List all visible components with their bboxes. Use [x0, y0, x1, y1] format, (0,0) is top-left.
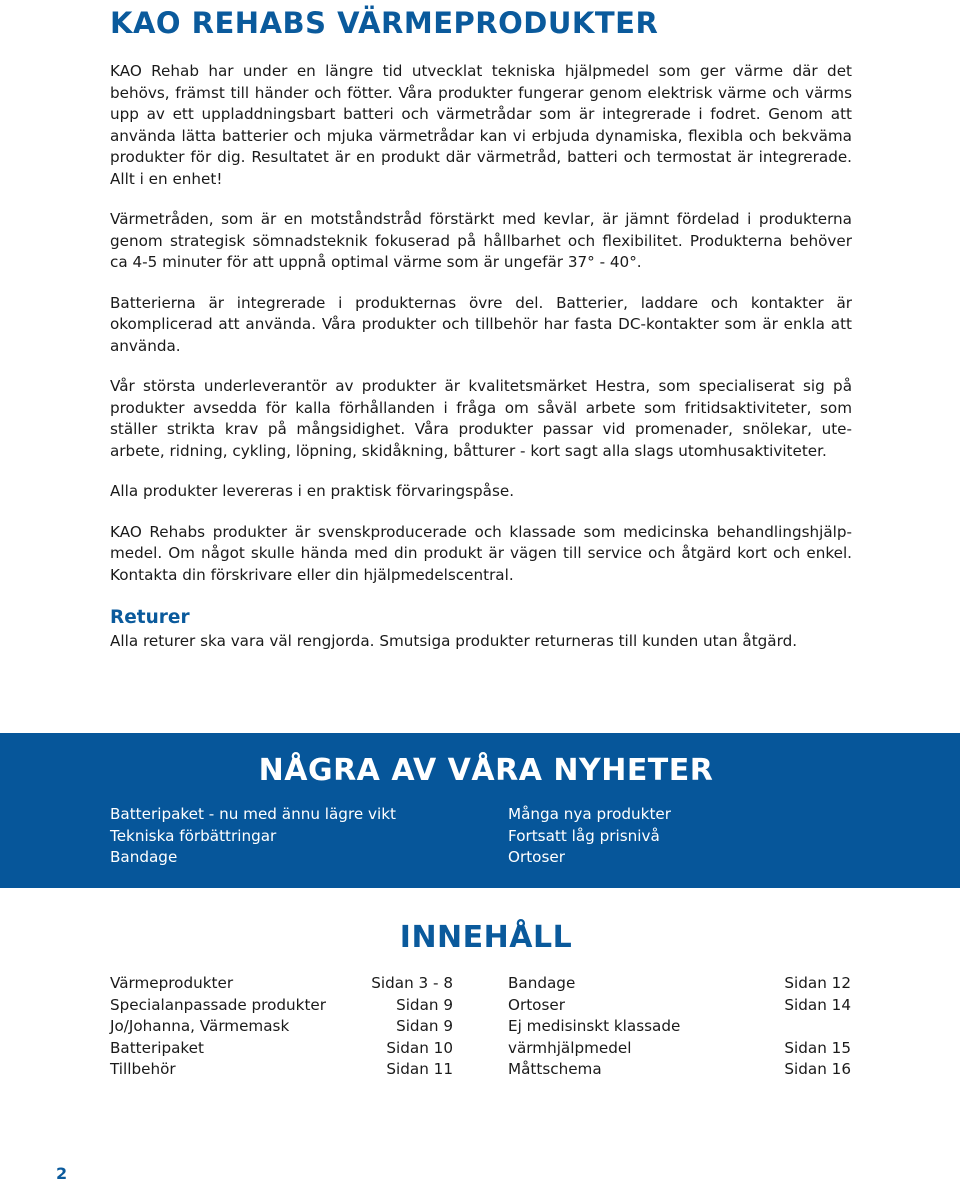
toc-entry — [508, 1059, 851, 1081]
toc-entry — [110, 1016, 453, 1038]
toc-entry-page: Sidan 12 — [784, 974, 851, 992]
page-title: KAO REHABS VÄRMEPRODUKTER — [110, 6, 659, 40]
toc-entry-page: Sidan 14 — [784, 995, 851, 1014]
toc-entry — [110, 995, 453, 1017]
toc-entry-page: Sidan 15 — [784, 1038, 851, 1057]
paragraph-medical-class: KAO Rehabs produkter är svenskproducerade och klassade som medicinska behandlingshjälp-medel. Om något skulle hända med din produkt är vägen till service och åtgärd kort och enkel. Kontakta din förskrivare eller din hjälpmedelscentral. — [110, 522, 852, 584]
toc-entry — [110, 973, 453, 995]
toc-entry-label: värmhjälpmedel — [508, 1038, 632, 1057]
toc-list-left — [110, 973, 453, 1081]
news-item: Fortsatt låg prisnivå — [508, 826, 660, 845]
toc-entry-label: Specialanpassade produkter — [110, 995, 326, 1014]
news-item: Batteripaket - nu med ännu lägre vikt — [110, 805, 396, 823]
page-number: 2 — [56, 1164, 68, 1183]
toc-entry — [110, 1059, 453, 1081]
paragraph-storage-bag: Alla produkter levereras i en praktisk förvaringspåse. — [110, 482, 515, 500]
intro-section — [110, 61, 852, 653]
toc-entry-page: Sidan 16 — [784, 1060, 851, 1078]
toc-entry-page: Sidan 10 — [386, 1038, 453, 1057]
toc-entry-label: Ej medisinskt klassade — [508, 1017, 681, 1035]
toc-entry-page: Sidan 9 — [396, 1017, 453, 1035]
returns-text: Alla returer ska vara väl rengjorda. Smutsiga produkter returneras till kunden utan åtgärd. — [110, 632, 798, 650]
news-banner — [0, 733, 960, 888]
paragraph-batteries: Batterierna är integrerade i produkternas övre del. Batterier, laddare och kontakter är okomplicerad att använda. Våra produkter och tillbehör har fasta DC-kontakter som är enkla att använda. — [110, 293, 852, 355]
news-item: Ortoser — [508, 848, 565, 866]
toc-list-right — [508, 973, 851, 1081]
paragraph-intro: KAO Rehab har under en längre tid utvecklat tekniska hjälpmedel som ger värme där det behövs, främst till händer och fötter. Våra produkter fungerar genom elektrisk värme och värms upp av ett uppladdningsbart batteri och värmetrådar som är integrerade i fodret. Genom att använda lätta batterier och mjuka värmetrådar kan vi erbjuda dynamiska, flexibla och bekväma produkter för dig. Resultatet är en produkt där värmetråd, batteri och termostat är integrerade. Allt i en enhet! — [110, 62, 852, 188]
news-list-right — [508, 804, 671, 869]
toc-entry-page: Sidan 3 - 8 — [371, 974, 453, 992]
news-list-left — [110, 804, 396, 869]
toc-entry-label: Jo/Johanna, Värmemask — [110, 1017, 290, 1035]
paragraph-heating-wire: Värmetråden, som är en motståndstråd förstärkt med kevlar, är jämnt fördelad i produkterna genom strategisk sömnadsteknik fokuserad på hållbarhet och flexibilitet. Produkterna behöver ca 4-5 minuter för att uppnå optimal värme som är ungefär 37° - 40°. — [110, 210, 852, 271]
toc-entry-label: Batteripaket — [110, 1038, 204, 1057]
news-title: NÅGRA AV VÅRA NYHETER — [258, 753, 714, 788]
toc-entry-label: Tillbehör — [110, 1060, 176, 1078]
toc-entry-page: Sidan 11 — [386, 1060, 453, 1078]
toc-entry — [110, 1038, 453, 1060]
toc-entry-label: Värmeprodukter — [110, 974, 234, 992]
paragraph-hestra: Vår största underleverantör av produkter är kvalitetsmärket Hestra, som specialiserat sig på produkter avsedda för kalla förhållanden i fråga om såväl arbete som fritidsaktiviteter, som ställer strikta krav på mångsidighet. Våra produkter passar vid promenader, snölekar, ute-arbete, ridning, cykling, löpning, skidåkning, båtturer - kort sagt alla slags utomhusaktiviteter. — [110, 377, 852, 460]
toc-title: INNEHÅLL — [399, 920, 573, 955]
toc-entry — [508, 1038, 851, 1060]
toc-entry-label: Måttschema — [508, 1060, 602, 1078]
toc-entry-label: Bandage — [508, 974, 576, 992]
news-item: Tekniska förbättringar — [110, 826, 277, 845]
returns-heading: Returer — [110, 607, 190, 628]
toc-entry — [508, 973, 851, 995]
news-item: Många nya produkter — [508, 805, 672, 823]
toc-entry — [508, 1016, 851, 1038]
toc-entry-label: Ortoser — [508, 995, 565, 1014]
toc-entry — [508, 995, 851, 1017]
toc-entry-page: Sidan 9 — [396, 995, 453, 1014]
news-item: Bandage — [110, 848, 178, 866]
